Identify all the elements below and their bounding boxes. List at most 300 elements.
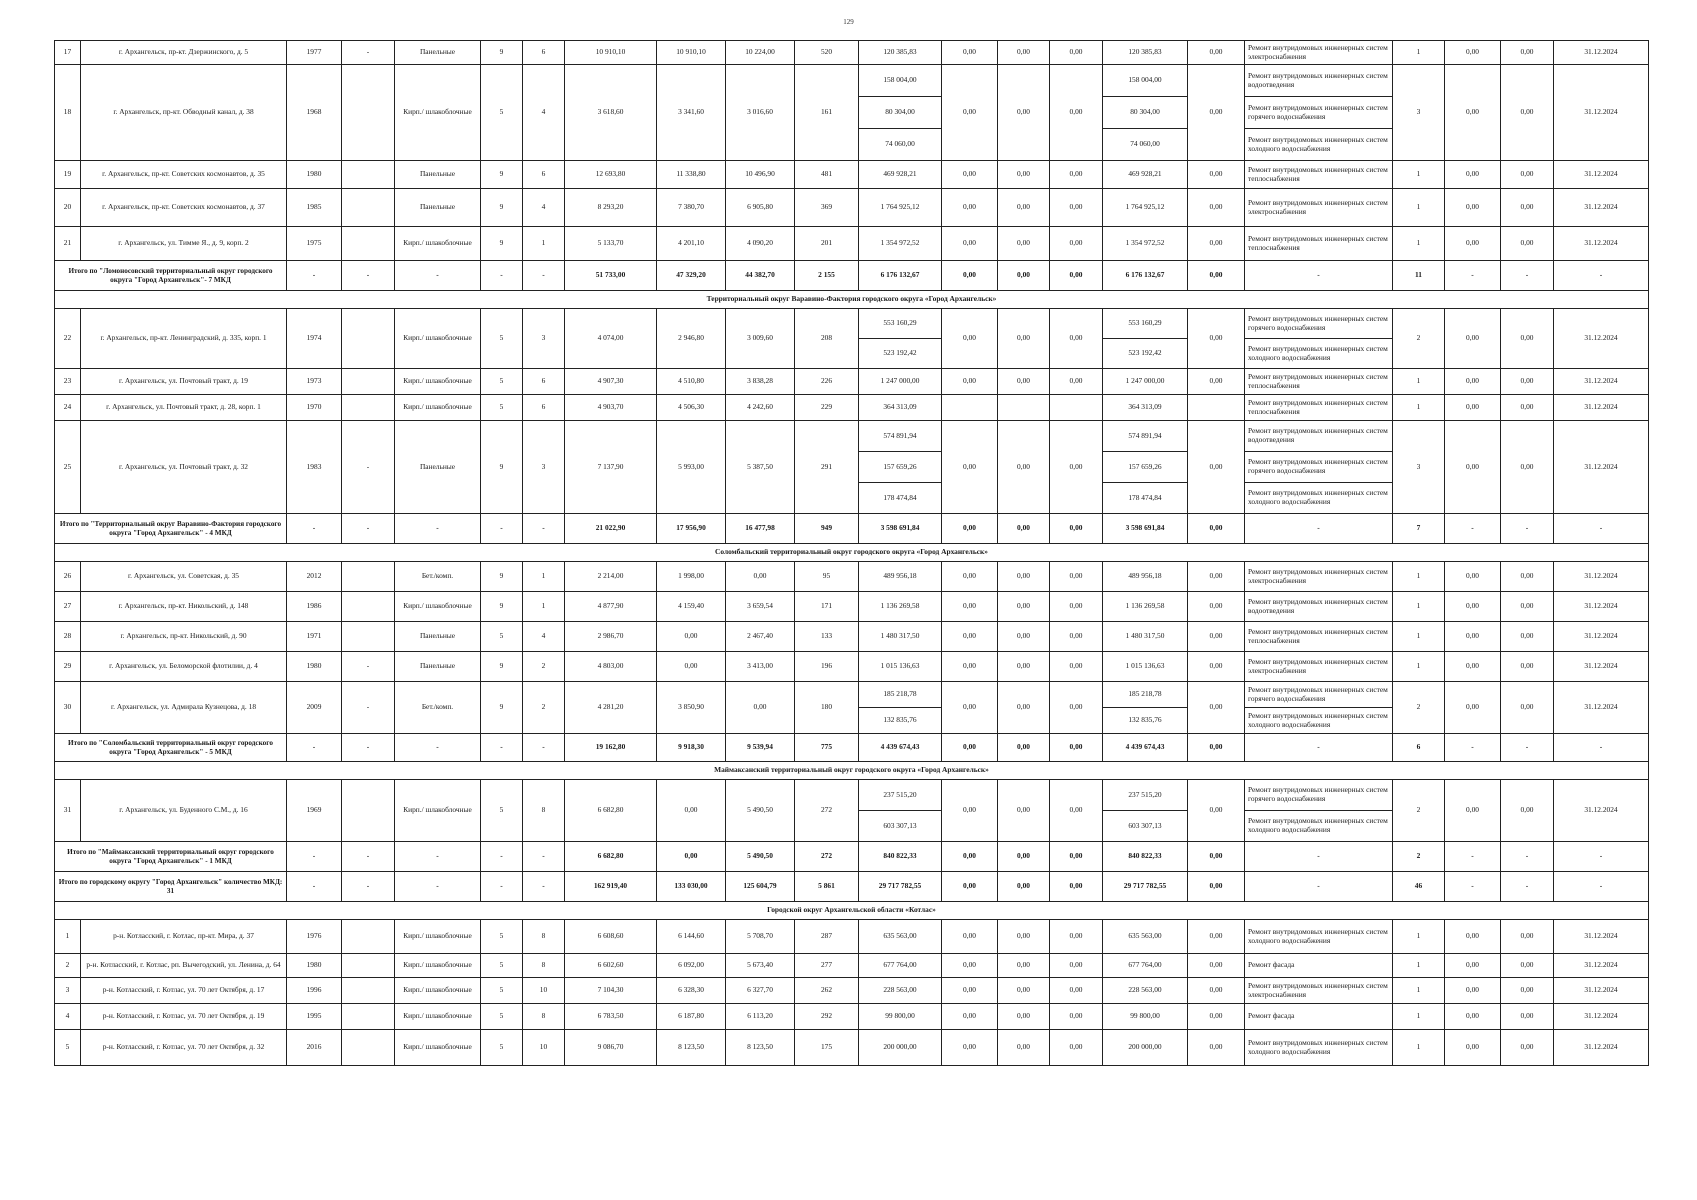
subtotal-dash-cell: - (481, 872, 523, 902)
cost-local: 0,00 (1050, 622, 1103, 652)
cost-local: 0,00 (1050, 1030, 1103, 1066)
building-row (55, 1004, 1649, 1030)
work-type: Ремонт внутридомовых инженерных систем электроснабжения (1245, 652, 1393, 682)
area-living: 4 510,80 (657, 369, 726, 395)
unit-cost-b: 0,00 (1501, 161, 1554, 189)
cost-federal: 0,00 (942, 622, 998, 652)
subtotal-dash-cell: - (523, 872, 565, 902)
subtotal-row (55, 514, 1649, 544)
subtotal-area-total: 19 162,80 (565, 734, 657, 762)
cost-other: 0,00 (1188, 652, 1245, 682)
subtotal-area-living: 9 918,30 (657, 734, 726, 762)
work-type: Ремонт внутридомовых инженерных систем горячего водоснабжения (1245, 780, 1393, 811)
subtotal-cost-owners: 29 717 782,55 (1103, 872, 1188, 902)
wall-material: Кирп./ шлакоблочные (395, 65, 481, 161)
entrance-count: 1 (523, 592, 565, 622)
area-living: 3 341,60 (657, 65, 726, 161)
building-year: 1970 (287, 395, 342, 421)
cost-regional: 0,00 (998, 421, 1050, 514)
unit-cost-a: 0,00 (1445, 652, 1501, 682)
area-living: 4 506,30 (657, 395, 726, 421)
area-residential: 3 009,60 (726, 309, 795, 369)
subtotal-dash-cell: - (1554, 842, 1649, 872)
work-type: Ремонт внутридомовых инженерных систем электроснабжения (1245, 978, 1393, 1004)
area-total: 7 137,90 (565, 421, 657, 514)
building-extra (342, 592, 395, 622)
completion-date: 31.12.2024 (1554, 978, 1649, 1004)
area-residential: 3 659,54 (726, 592, 795, 622)
floor-count: 5 (481, 954, 523, 978)
subtotal-cost-regional: 0,00 (998, 872, 1050, 902)
cost-total: 74 060,00 (859, 129, 942, 161)
completion-date: 31.12.2024 (1554, 41, 1649, 65)
building-year: 2009 (287, 682, 342, 734)
building-address: г. Архангельск, ул. Беломорской флотилии, д. 4 (81, 652, 287, 682)
work-count: 1 (1393, 1030, 1445, 1066)
completion-date: 31.12.2024 (1554, 562, 1649, 592)
area-living: 10 910,10 (657, 41, 726, 65)
work-type: Ремонт фасада (1245, 1004, 1393, 1030)
cost-other: 0,00 (1188, 421, 1245, 514)
area-total: 8 293,20 (565, 189, 657, 227)
unit-cost-a: 0,00 (1445, 65, 1501, 161)
cost-regional: 0,00 (998, 592, 1050, 622)
wall-material: Кирп./ шлакоблочные (395, 978, 481, 1004)
cost-local: 0,00 (1050, 41, 1103, 65)
area-residential: 4 090,20 (726, 227, 795, 261)
building-row (55, 682, 1649, 708)
subtotal-dash-cell: - (481, 514, 523, 544)
cost-total: 1 354 972,52 (859, 227, 942, 261)
area-living: 7 380,70 (657, 189, 726, 227)
building-row (55, 562, 1649, 592)
entrance-count: 4 (523, 189, 565, 227)
area-residential: 6 327,70 (726, 978, 795, 1004)
resident-count: 161 (795, 65, 859, 161)
area-total: 6 682,80 (565, 780, 657, 842)
row-number: 28 (55, 622, 81, 652)
wall-material: Кирп./ шлакоблочные (395, 920, 481, 954)
subtotal-cost-other: 0,00 (1188, 514, 1245, 544)
wall-material: Кирп./ шлакоблочные (395, 227, 481, 261)
building-extra (342, 65, 395, 161)
cost-owners: 489 956,18 (1103, 562, 1188, 592)
row-number: 30 (55, 682, 81, 734)
cost-other: 0,00 (1188, 309, 1245, 369)
building-address: г. Архангельск, ул. Буденного С.М., д. 16 (81, 780, 287, 842)
building-row (55, 421, 1649, 452)
area-living: 8 123,50 (657, 1030, 726, 1066)
area-living: 0,00 (657, 780, 726, 842)
area-living: 0,00 (657, 652, 726, 682)
cost-federal: 0,00 (942, 682, 998, 734)
subtotal-dash-cell: - (287, 734, 342, 762)
cost-regional: 0,00 (998, 954, 1050, 978)
subtotal-dash-cell: - (395, 514, 481, 544)
area-total: 3 618,60 (565, 65, 657, 161)
district-section-title: Соломбальский территориальный округ городского округа «Город Архангельск» (55, 544, 1649, 562)
area-living: 6 328,30 (657, 978, 726, 1004)
unit-cost-a: 0,00 (1445, 780, 1501, 842)
cost-total: 157 659,26 (859, 452, 942, 483)
resident-count: 208 (795, 309, 859, 369)
cost-regional: 0,00 (998, 309, 1050, 369)
subtotal-work-count: 46 (1393, 872, 1445, 902)
unit-cost-b: 0,00 (1501, 41, 1554, 65)
cost-local: 0,00 (1050, 592, 1103, 622)
unit-cost-a: 0,00 (1445, 1030, 1501, 1066)
subtotal-cost-local: 0,00 (1050, 261, 1103, 291)
district-section-title: Территориальный округ Варавино-Фактория городского округа «Город Архангельск» (55, 291, 1649, 309)
area-residential: 0,00 (726, 682, 795, 734)
area-living: 11 338,80 (657, 161, 726, 189)
work-count: 2 (1393, 309, 1445, 369)
cost-total: 574 891,94 (859, 421, 942, 452)
row-number: 23 (55, 369, 81, 395)
completion-date: 31.12.2024 (1554, 682, 1649, 734)
row-number: 2 (55, 954, 81, 978)
cost-owners: 523 192,42 (1103, 339, 1188, 369)
wall-material: Панельные (395, 622, 481, 652)
subtotal-dash-cell: - (481, 842, 523, 872)
cost-local: 0,00 (1050, 309, 1103, 369)
subtotal-dash-cell: - (1554, 734, 1649, 762)
unit-cost-b: 0,00 (1501, 421, 1554, 514)
work-type: Ремонт внутридомовых инженерных систем холодного водоснабжения (1245, 129, 1393, 161)
entrance-count: 8 (523, 1004, 565, 1030)
work-count: 2 (1393, 780, 1445, 842)
cost-owners: 574 891,94 (1103, 421, 1188, 452)
work-type: Ремонт внутридомовых инженерных систем теплоснабжения (1245, 395, 1393, 421)
floor-count: 5 (481, 395, 523, 421)
cost-owners: 228 563,00 (1103, 978, 1188, 1004)
cost-total: 553 160,29 (859, 309, 942, 339)
cost-total: 228 563,00 (859, 978, 942, 1004)
area-residential: 2 467,40 (726, 622, 795, 652)
area-residential: 0,00 (726, 562, 795, 592)
work-count: 1 (1393, 395, 1445, 421)
cost-local: 0,00 (1050, 421, 1103, 514)
area-residential: 10 496,90 (726, 161, 795, 189)
subtotal-dash-cell: - (1501, 261, 1554, 291)
unit-cost-a: 0,00 (1445, 1004, 1501, 1030)
cost-total: 1 015 136,63 (859, 652, 942, 682)
unit-cost-a: 0,00 (1445, 309, 1501, 369)
work-type: Ремонт внутридомовых инженерных систем теплоснабжения (1245, 227, 1393, 261)
cost-owners: 677 764,00 (1103, 954, 1188, 978)
cost-total: 99 800,00 (859, 1004, 942, 1030)
work-count: 1 (1393, 954, 1445, 978)
wall-material: Кирп./ шлакоблочные (395, 954, 481, 978)
cost-other: 0,00 (1188, 682, 1245, 734)
building-address: р-н. Котласский, г. Котлас, ул. 70 лет Октября, д. 17 (81, 978, 287, 1004)
building-extra (342, 622, 395, 652)
capital-repair-register-table (54, 40, 1649, 1066)
area-living: 5 993,00 (657, 421, 726, 514)
building-extra (342, 780, 395, 842)
row-number: 5 (55, 1030, 81, 1066)
entrance-count: 3 (523, 309, 565, 369)
subtotal-dash-cell: - (395, 734, 481, 762)
cost-federal: 0,00 (942, 161, 998, 189)
area-residential: 5 490,50 (726, 780, 795, 842)
area-total: 4 803,00 (565, 652, 657, 682)
work-count: 3 (1393, 421, 1445, 514)
work-count: 1 (1393, 562, 1445, 592)
building-year: 1980 (287, 652, 342, 682)
subtotal-label: Итого по "Маймаксанский территориальный округ городского округа "Город Архангельск" - 1 МКД (55, 842, 287, 872)
building-row (55, 592, 1649, 622)
unit-cost-a: 0,00 (1445, 161, 1501, 189)
row-number: 19 (55, 161, 81, 189)
cost-owners: 635 563,00 (1103, 920, 1188, 954)
building-year: 1977 (287, 41, 342, 65)
building-extra (342, 227, 395, 261)
completion-date: 31.12.2024 (1554, 161, 1649, 189)
area-living: 6 187,80 (657, 1004, 726, 1030)
entrance-count: 4 (523, 65, 565, 161)
work-type: Ремонт внутридомовых инженерных систем холодного водоснабжения (1245, 339, 1393, 369)
unit-cost-b: 0,00 (1501, 682, 1554, 734)
work-type: Ремонт внутридомовых инженерных систем электроснабжения (1245, 41, 1393, 65)
area-total: 5 133,70 (565, 227, 657, 261)
building-year: 1983 (287, 421, 342, 514)
subtotal-cost-total: 840 822,33 (859, 842, 942, 872)
resident-count: 292 (795, 1004, 859, 1030)
cost-total: 158 004,00 (859, 65, 942, 97)
resident-count: 369 (795, 189, 859, 227)
row-number: 18 (55, 65, 81, 161)
cost-owners: 469 928,21 (1103, 161, 1188, 189)
resident-count: 481 (795, 161, 859, 189)
cost-federal: 0,00 (942, 309, 998, 369)
wall-material: Панельные (395, 161, 481, 189)
floor-count: 5 (481, 309, 523, 369)
building-row (55, 920, 1649, 954)
resident-count: 291 (795, 421, 859, 514)
floor-count: 9 (481, 41, 523, 65)
cost-regional: 0,00 (998, 562, 1050, 592)
area-residential: 3 016,60 (726, 65, 795, 161)
building-extra: - (342, 41, 395, 65)
building-address: р-н. Котласский, г. Котлас, пр-кт. Мира, д. 37 (81, 920, 287, 954)
subtotal-dash-cell: - (342, 734, 395, 762)
subtotal-row (55, 842, 1649, 872)
area-living: 2 946,80 (657, 309, 726, 369)
building-row (55, 1030, 1649, 1066)
district-section-row (55, 544, 1649, 562)
subtotal-cost-federal: 0,00 (942, 842, 998, 872)
entrance-count: 2 (523, 652, 565, 682)
resident-count: 262 (795, 978, 859, 1004)
cost-other: 0,00 (1188, 41, 1245, 65)
cost-owners: 1 247 000,00 (1103, 369, 1188, 395)
unit-cost-a: 0,00 (1445, 920, 1501, 954)
subtotal-dash-cell: - (287, 514, 342, 544)
resident-count: 229 (795, 395, 859, 421)
work-count: 1 (1393, 622, 1445, 652)
subtotal-cost-other: 0,00 (1188, 734, 1245, 762)
subtotal-cost-local: 0,00 (1050, 514, 1103, 544)
cost-other: 0,00 (1188, 978, 1245, 1004)
unit-cost-b: 0,00 (1501, 562, 1554, 592)
unit-cost-b: 0,00 (1501, 395, 1554, 421)
completion-date: 31.12.2024 (1554, 1030, 1649, 1066)
subtotal-dash-cell: - (342, 514, 395, 544)
subtotal-cost-regional: 0,00 (998, 842, 1050, 872)
building-row (55, 227, 1649, 261)
cost-other: 0,00 (1188, 622, 1245, 652)
building-address: г. Архангельск, пр-кт. Советских космонавтов, д. 35 (81, 161, 287, 189)
completion-date: 31.12.2024 (1554, 189, 1649, 227)
subtotal-dash-cell: - (1554, 261, 1649, 291)
floor-count: 5 (481, 369, 523, 395)
unit-cost-b: 0,00 (1501, 227, 1554, 261)
cost-total: 489 956,18 (859, 562, 942, 592)
building-address: г. Архангельск, ул. Почтовый тракт, д. 32 (81, 421, 287, 514)
entrance-count: 6 (523, 395, 565, 421)
completion-date: 31.12.2024 (1554, 1004, 1649, 1030)
unit-cost-a: 0,00 (1445, 954, 1501, 978)
cost-federal: 0,00 (942, 562, 998, 592)
wall-material: Панельные (395, 652, 481, 682)
area-total: 4 903,70 (565, 395, 657, 421)
building-extra (342, 189, 395, 227)
cost-total: 603 307,13 (859, 811, 942, 842)
floor-count: 5 (481, 978, 523, 1004)
building-address: р-н. Котласский, г. Котлас, ул. 70 лет Октября, д. 19 (81, 1004, 287, 1030)
wall-material: Кирп./ шлакоблочные (395, 1004, 481, 1030)
area-living: 6 092,00 (657, 954, 726, 978)
unit-cost-a: 0,00 (1445, 622, 1501, 652)
building-year: 1995 (287, 1004, 342, 1030)
cost-regional: 0,00 (998, 920, 1050, 954)
building-row (55, 652, 1649, 682)
cost-total: 1 480 317,50 (859, 622, 942, 652)
resident-count: 226 (795, 369, 859, 395)
cost-local: 0,00 (1050, 227, 1103, 261)
entrance-count: 10 (523, 978, 565, 1004)
work-type: Ремонт фасада (1245, 954, 1393, 978)
cost-owners: 158 004,00 (1103, 65, 1188, 97)
subtotal-dash-cell: - (1445, 261, 1501, 291)
unit-cost-b: 0,00 (1501, 369, 1554, 395)
wall-material: Кирп./ шлакоблочные (395, 309, 481, 369)
resident-count: 180 (795, 682, 859, 734)
subtotal-dash-cell: - (523, 261, 565, 291)
building-year: 1969 (287, 780, 342, 842)
cost-owners: 132 835,76 (1103, 708, 1188, 734)
floor-count: 9 (481, 421, 523, 514)
entrance-count: 6 (523, 41, 565, 65)
work-count: 1 (1393, 920, 1445, 954)
cost-total: 1 764 925,12 (859, 189, 942, 227)
floor-count: 5 (481, 1030, 523, 1066)
wall-material: Панельные (395, 41, 481, 65)
cost-owners: 120 385,83 (1103, 41, 1188, 65)
subtotal-dash-cell: - (395, 261, 481, 291)
cost-local: 0,00 (1050, 652, 1103, 682)
cost-federal: 0,00 (942, 41, 998, 65)
cost-federal: 0,00 (942, 227, 998, 261)
subtotal-area-living: 17 956,90 (657, 514, 726, 544)
unit-cost-b: 0,00 (1501, 65, 1554, 161)
resident-count: 196 (795, 652, 859, 682)
row-number: 3 (55, 978, 81, 1004)
cost-federal: 0,00 (942, 1030, 998, 1066)
building-address: г. Архангельск, ул. Почтовый тракт, д. 19 (81, 369, 287, 395)
cost-federal: 0,00 (942, 421, 998, 514)
unit-cost-b: 0,00 (1501, 780, 1554, 842)
cost-other: 0,00 (1188, 189, 1245, 227)
row-number: 20 (55, 189, 81, 227)
area-living: 4 201,10 (657, 227, 726, 261)
row-number: 29 (55, 652, 81, 682)
subtotal-area-residential: 9 539,94 (726, 734, 795, 762)
area-residential: 8 123,50 (726, 1030, 795, 1066)
area-residential: 3 413,00 (726, 652, 795, 682)
subtotal-dash-cell: - (1245, 261, 1393, 291)
building-extra (342, 1004, 395, 1030)
work-type: Ремонт внутридомовых инженерных систем холодного водоснабжения (1245, 483, 1393, 514)
work-type: Ремонт внутридомовых инженерных систем теплоснабжения (1245, 622, 1393, 652)
area-residential: 3 838,28 (726, 369, 795, 395)
cost-owners: 99 800,00 (1103, 1004, 1188, 1030)
cost-other: 0,00 (1188, 65, 1245, 161)
area-residential: 6 905,80 (726, 189, 795, 227)
completion-date: 31.12.2024 (1554, 421, 1649, 514)
subtotal-dash-cell: - (342, 872, 395, 902)
cost-local: 0,00 (1050, 189, 1103, 227)
subtotal-dash-cell: - (481, 261, 523, 291)
cost-regional: 0,00 (998, 622, 1050, 652)
cost-regional: 0,00 (998, 1004, 1050, 1030)
unit-cost-b: 0,00 (1501, 652, 1554, 682)
completion-date: 31.12.2024 (1554, 954, 1649, 978)
page-number: 129 (843, 18, 854, 26)
subtotal-dash-cell: - (1245, 514, 1393, 544)
subtotal-cost-regional: 0,00 (998, 261, 1050, 291)
cost-regional: 0,00 (998, 369, 1050, 395)
cost-owners: 1 480 317,50 (1103, 622, 1188, 652)
cost-local: 0,00 (1050, 682, 1103, 734)
area-residential: 5 387,50 (726, 421, 795, 514)
subtotal-area-residential: 5 490,50 (726, 842, 795, 872)
unit-cost-a: 0,00 (1445, 978, 1501, 1004)
subtotal-cost-total: 29 717 782,55 (859, 872, 942, 902)
subtotal-dash-cell: - (342, 261, 395, 291)
work-count: 1 (1393, 41, 1445, 65)
subtotal-cost-local: 0,00 (1050, 872, 1103, 902)
unit-cost-a: 0,00 (1445, 369, 1501, 395)
district-section-row (55, 291, 1649, 309)
subtotal-cost-federal: 0,00 (942, 734, 998, 762)
work-count: 1 (1393, 189, 1445, 227)
subtotal-work-count: 11 (1393, 261, 1445, 291)
area-residential: 10 224,00 (726, 41, 795, 65)
cost-regional (998, 395, 1050, 421)
subtotal-area-residential: 44 382,70 (726, 261, 795, 291)
cost-total: 1 136 269,58 (859, 592, 942, 622)
cost-owners: 185 218,78 (1103, 682, 1188, 708)
building-extra (342, 978, 395, 1004)
cost-federal: 0,00 (942, 920, 998, 954)
building-row (55, 65, 1649, 97)
floor-count: 9 (481, 189, 523, 227)
subtotal-label: Итого по городскому округу "Город Архангельск" количество МКД: 31 (55, 872, 287, 902)
district-section-title: Городской округ Архангельской области «Котлас» (55, 902, 1649, 920)
subtotal-dash-cell: - (395, 872, 481, 902)
